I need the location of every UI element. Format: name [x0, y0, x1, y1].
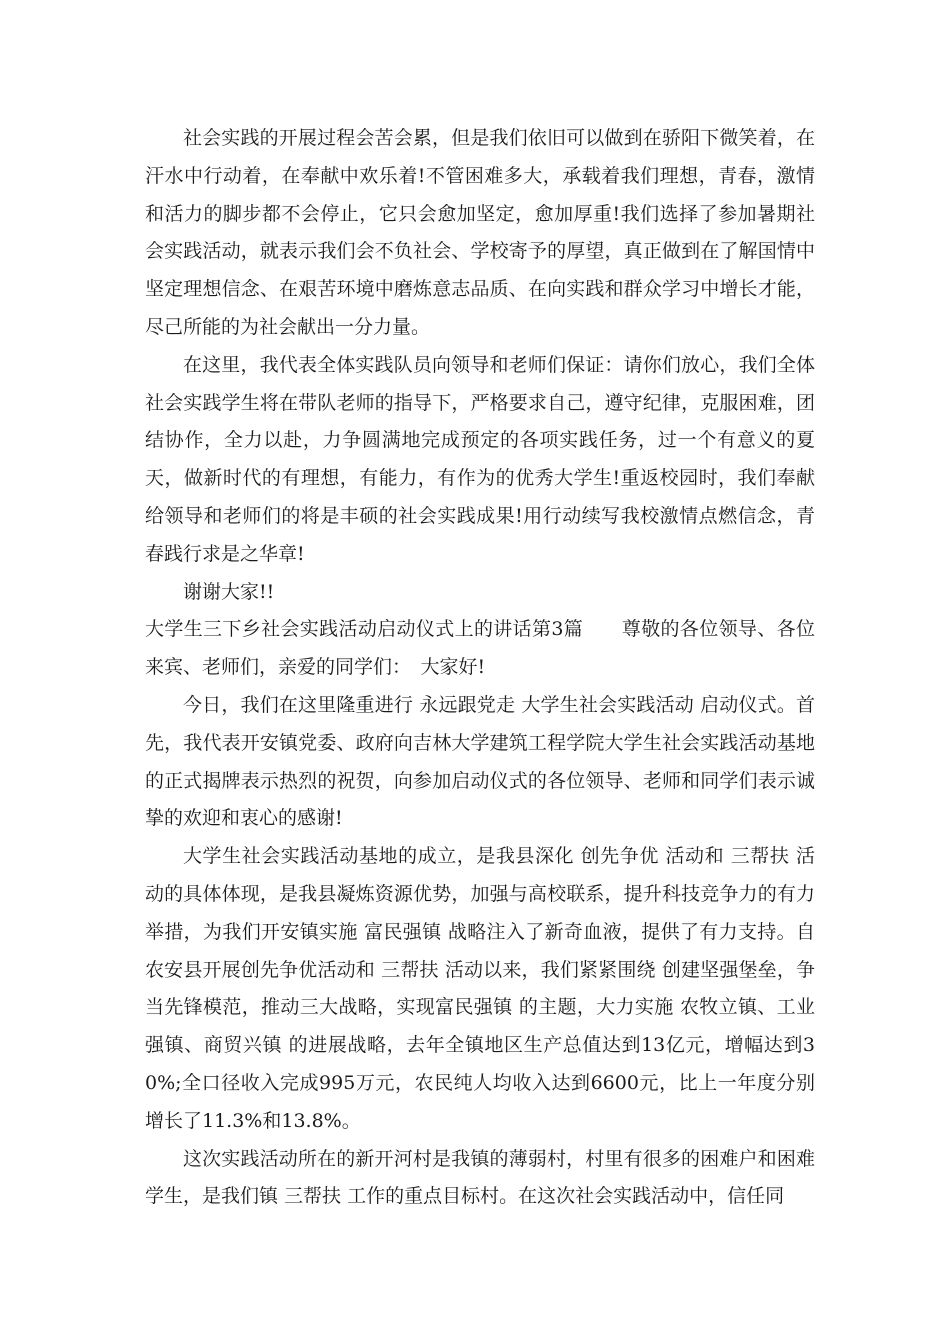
paragraph-village-description: 这次实践活动所在的新开河村是我镇的薄弱村，村里有很多的困难户和困难学生，是我们镇 三帮扶 工作的重点目标村。在这次社会实践活动中，信任同 [145, 1147, 815, 1208]
paragraph-thanks: 谢谢大家!! [183, 580, 275, 603]
paragraph-social-practice-effort: 社会实践的开展过程会苦会累，但是我们依旧可以做到在骄阳下微笑着，在汗水中行动着，在奉献中欢乐着!不管困难多大，承载着我们理想，青春，激情和活力的脚步都不会停止，它只会愈加坚定，愈加厚重!我们选择了参加暑期社会实践活动，就表示我们会不负社会、学校寄予的厚望，真正做到在了解国情中坚定理想信念、在艰苦环境中磨炼意志品质、在向实践和群众学习中增长才能，尽己所能的为社会献出一分力量。 [145, 127, 815, 338]
paragraph-ceremony-intro: 今日，我们在这里隆重进行 永远跟党走 大学生社会实践活动 启动仪式。首先，我代表开安镇党委、政府向吉林大学建筑工程学院大学生社会实践活动基地的正式揭牌表示热烈的祝贺，向参加启动仪式的各位领导、老师和同学们表示诚挚的欢迎和衷心的感谢! [145, 693, 815, 830]
paragraph-base-establishment: 大学生社会实践活动基地的成立，是我县深化 创先争优 活动和 三帮扶 活动的具体体现，是我县凝炼资源优势，加强与高校联系，提升科技竞争力的有力举措，为我们开安镇实施 富民强镇 战略注入了新奇血液，提供了有力支持。自农安县开展创先争优活动和 三帮扶 活动以来，我们紧紧围绕 创建坚强堡垒，争当先锋模范，推动三大战略，实现富民强镇 的主题，大力实施 农牧立镇、工业强镇、商贸兴镇 的进展战略，去年全镇地区生产总值达到13亿元，增幅达到30%;全口径收入完成995万元，农民纯人均收入达到6600元，比上一年度分别增长了11.3%和13.8%。 [145, 845, 815, 1132]
document-body [145, 120, 815, 1216]
paragraph-pledge: 在这里，我代表全体实践队员向领导和老师们保证：请你们放心，我们全体社会实践学生将在带队老师的指导下，严格要求自己，遵守纪律，克服困难，团结协作，全力以赴，力争圆满地完成预定的各项实践任务，过一个有意义的夏天，做新时代的有理想，有能力，有作为的优秀大学生!重返校园时，我们奉献给领导和老师们的将是丰硕的社会实践成果!用行动续写我校激情点燃信念，青春践行求是之华章! [145, 353, 815, 565]
paragraph-section-heading-greeting: 大学生三下乡社会实践活动启动仪式上的讲话第3篇 尊敬的各位领导、各位来宾、老师们，亲爱的同学们： 大家好! [145, 618, 815, 679]
